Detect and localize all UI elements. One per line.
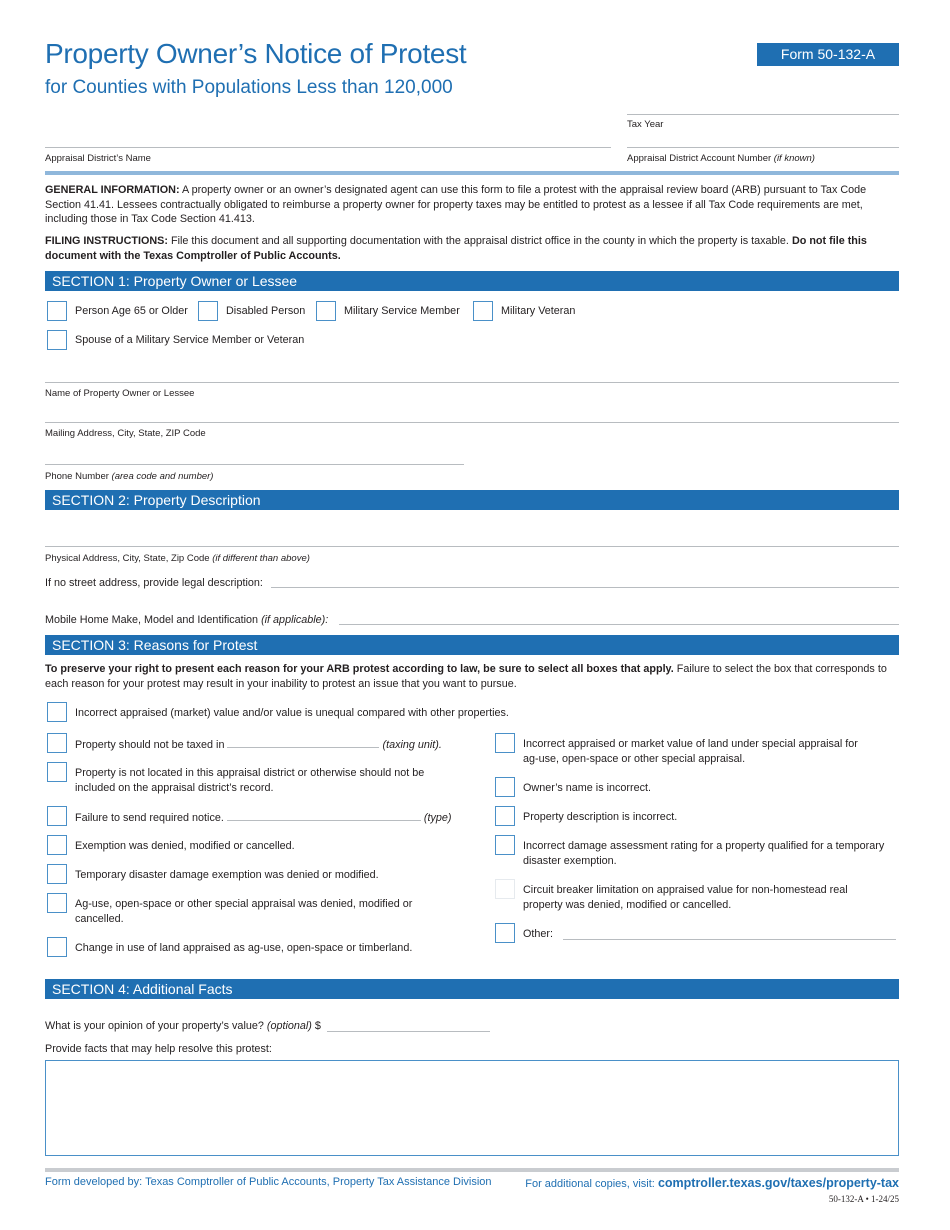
- physical-address-field[interactable]: [45, 546, 899, 547]
- checkbox-property-description[interactable]: [495, 806, 515, 826]
- checkbox-special-appraisal[interactable]: [47, 893, 67, 913]
- section-3-header: SECTION 3: Reasons for Protest: [45, 635, 899, 655]
- header-divider: [45, 171, 899, 175]
- checkbox-disabled[interactable]: [198, 301, 218, 321]
- checkbox-spouse[interactable]: [47, 330, 67, 350]
- filing-instructions: FILING INSTRUCTIONS: File this document and all supporting documentation with the appraisal district office in the county in which the property is taxable. Do not file this document with the Texas Comptroller of Public Accounts.: [45, 235, 867, 262]
- checkbox-disabled-label: Disabled Person: [226, 305, 306, 317]
- facts-label: Provide facts that may help resolve this protest:: [45, 1043, 272, 1055]
- footer-divider: [45, 1168, 899, 1172]
- checkbox-owner-name[interactable]: [495, 777, 515, 797]
- checkbox-other[interactable]: [495, 923, 515, 943]
- mailing-address-label: Mailing Address, City, State, ZIP Code: [45, 428, 206, 439]
- district-name-label: Appraisal District’s Name: [45, 153, 151, 164]
- checkbox-market-value[interactable]: [47, 702, 67, 722]
- checkbox-military-veteran[interactable]: [473, 301, 493, 321]
- checkbox-property-description-label: Property description is incorrect.: [523, 811, 678, 823]
- owner-name-label: Name of Property Owner or Lessee: [45, 388, 195, 399]
- checkbox-spouse-label: Spouse of a Military Service Member or Veteran: [75, 334, 305, 346]
- legal-description-field[interactable]: [271, 587, 899, 588]
- section-4-header: SECTION 4: Additional Facts: [45, 979, 899, 999]
- footer-url-link[interactable]: comptroller.texas.gov/taxes/property-tax: [657, 1176, 899, 1190]
- form-subtitle: for Counties with Populations Less than 120,000: [45, 77, 453, 98]
- mailing-address-field[interactable]: [45, 422, 899, 423]
- account-number-field[interactable]: [627, 147, 899, 148]
- physical-address-label: Physical Address, City, State, Zip Code (if different than above): [45, 553, 310, 564]
- owner-name-field[interactable]: [45, 382, 899, 383]
- checkbox-circuit-breaker[interactable]: [495, 879, 515, 899]
- taxing-unit-field[interactable]: [227, 737, 379, 748]
- checkbox-not-taxed-label: Property should not be taxed in (taxing unit).: [75, 739, 442, 751]
- account-number-label: Appraisal District Account Number (if known): [627, 153, 815, 164]
- notice-type-field[interactable]: [227, 810, 421, 821]
- checkbox-military-veteran-label: Military Veteran: [501, 305, 576, 317]
- section-1-header: SECTION 1: Property Owner or Lessee: [45, 271, 899, 291]
- opinion-value-field[interactable]: [327, 1031, 490, 1032]
- checkbox-disaster-exemption-label: Temporary disaster damage exemption was denied or modified.: [75, 869, 379, 881]
- checkbox-damage-rating-label: Incorrect damage assessment rating for a property qualified for a temporary disaster exemption.: [523, 840, 885, 867]
- checkbox-age-65[interactable]: [47, 301, 67, 321]
- checkbox-age-65-label: Person Age 65 or Older: [75, 305, 188, 317]
- opinion-value-label: What is your opinion of your property’s value? (optional) $: [45, 1020, 321, 1032]
- general-information: GENERAL INFORMATION: A property owner or an owner’s designated agent can use this form to file a protest with the appraisal review board (ARB) pursuant to Tax Code Section 41.41. Lessees contractually obligated to reimburse a property owner for property taxes may be entitled to protest as a lessee if all Tax Code requirements are met, including those in Tax Code Section 41.413.: [45, 184, 867, 225]
- footer-form-code: 50-132-A • 1-24/25: [828, 1194, 899, 1204]
- tax-year-label: Tax Year: [627, 119, 664, 130]
- form-title: Property Owner’s Notice of Protest: [45, 38, 467, 69]
- section-2-header: SECTION 2: Property Description: [45, 490, 899, 510]
- other-reason-field[interactable]: [563, 939, 896, 940]
- checkbox-land-value[interactable]: [495, 733, 515, 753]
- tax-year-field[interactable]: [627, 114, 899, 115]
- checkbox-exemption-denied[interactable]: [47, 835, 67, 855]
- phone-label: Phone Number (area code and number): [45, 471, 214, 482]
- checkbox-land-value-label: Incorrect appraised or market value of land under special appraisal for ag-use, open-space or other special appraisal.: [523, 738, 858, 765]
- checkbox-not-in-district[interactable]: [47, 762, 67, 782]
- checkbox-no-notice[interactable]: [47, 806, 67, 826]
- checkbox-change-in-use[interactable]: [47, 937, 67, 957]
- facts-textarea[interactable]: [45, 1060, 899, 1156]
- checkbox-change-in-use-label: Change in use of land appraised as ag-use, open-space or timberland.: [75, 942, 413, 954]
- checkbox-military-member[interactable]: [316, 301, 336, 321]
- checkbox-disaster-exemption[interactable]: [47, 864, 67, 884]
- form-number-badge: Form 50-132-A: [757, 43, 899, 66]
- checkbox-military-member-label: Military Service Member: [344, 305, 460, 317]
- checkbox-special-appraisal-label: Ag-use, open-space or other special appraisal was denied, modified or cancelled.: [75, 898, 413, 925]
- legal-description-label: If no street address, provide legal description:: [45, 577, 263, 589]
- checkbox-market-value-label: Incorrect appraised (market) value and/or value is unequal compared with other properties.: [75, 707, 509, 719]
- phone-field[interactable]: [45, 464, 464, 465]
- footer-developed-by: Form developed by: Texas Comptroller of Public Accounts, Property Tax Assistance Division: [45, 1176, 492, 1188]
- footer-copies: For additional copies, visit: comptroller.texas.gov/taxes/property-tax: [525, 1176, 899, 1190]
- checkbox-not-in-district-label: Property is not located in this appraisal district or otherwise should not be included on the appraisal district’s record.: [75, 767, 425, 794]
- checkbox-exemption-denied-label: Exemption was denied, modified or cancelled.: [75, 840, 295, 852]
- mobile-home-label: Mobile Home Make, Model and Identification (if applicable):: [45, 614, 329, 626]
- district-name-field[interactable]: [45, 147, 611, 148]
- section-3-intro: To preserve your right to present each reason for your ARB protest according to law, be sure to select all boxes that apply. Failure to select the box that corresponds to each reason for your protest may result in your inability to protest an issue that you want to pursue.: [45, 663, 887, 690]
- checkbox-damage-rating[interactable]: [495, 835, 515, 855]
- checkbox-owner-name-label: Owner’s name is incorrect.: [523, 782, 652, 794]
- checkbox-no-notice-label: Failure to send required notice. (type): [75, 812, 452, 824]
- checkbox-other-label: Other:: [523, 928, 554, 940]
- mobile-home-field[interactable]: [339, 624, 899, 625]
- checkbox-not-taxed[interactable]: [47, 733, 67, 753]
- checkbox-circuit-breaker-label: Circuit breaker limitation on appraised value for non-homestead real property was denied, modified or cancelled.: [523, 884, 848, 911]
